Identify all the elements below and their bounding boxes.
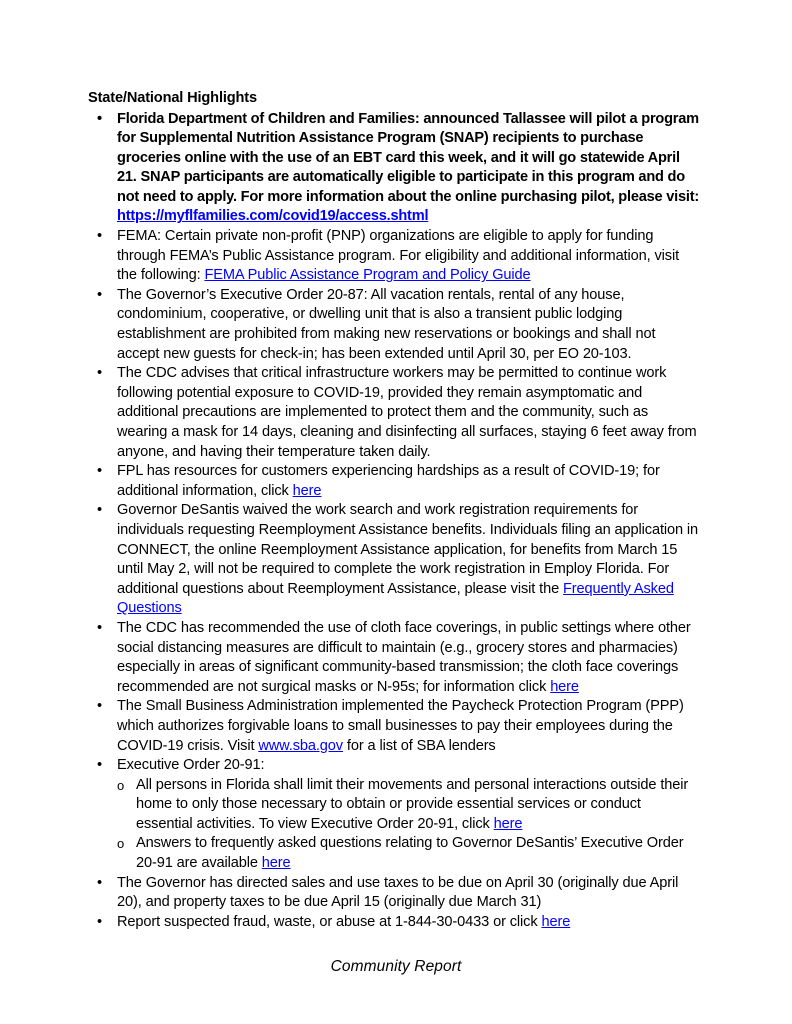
- subbullet-marker-icon: o: [117, 836, 125, 852]
- bullet-text-lead: The CDC advises that critical infrastructure workers may be permitted to continue work following potential exposure to COVID-19, provided they remain asymptomatic and additional precautions are implemented to protect them and the community, such as wearing a mask for 14 days, cleaning and disinfecting all surfaces, staying 6 feet away from anyone, and having their temperature taken daily.: [117, 365, 697, 460]
- link-fema-pnp[interactable]: FEMA Public Assistance Program and Policy Guide: [204, 267, 531, 284]
- bullet-text-lead: The Governor’s Executive Order 20-87: All vacation rentals, rental of any house, condominium, cooperative, or dwelling unit that is also a transient public lodging establishment are prohibited from making new reservations or bookings and shall not accept new guests for check-in; has been extended until April 30, per EO 20-103.: [117, 286, 656, 362]
- bullet-reemployment-assistance: [88, 501, 700, 619]
- link-report-fraud[interactable]: here: [541, 913, 571, 930]
- bullet-marker-icon: •: [97, 228, 102, 245]
- link-eo-20-91-faq[interactable]: here: [261, 855, 291, 872]
- link-cdc-face-coverings[interactable]: here: [550, 678, 579, 695]
- bullet-text: [117, 463, 660, 499]
- bullet-cdc-face-coverings: [88, 619, 700, 697]
- bullet-fema-pnp: [88, 227, 700, 286]
- document-body: [88, 89, 700, 932]
- bullet-marker-icon: •: [97, 619, 102, 636]
- bullet-text: [117, 365, 697, 459]
- bullet-text: [117, 757, 264, 773]
- link-reemployment-assistance[interactable]: Frequently Asked Questions: [117, 580, 674, 617]
- bullet-tax-deadlines: [88, 874, 700, 913]
- link-sba-ppp[interactable]: www.sba.gov: [258, 737, 343, 754]
- bullet-marker-icon: •: [97, 286, 102, 303]
- subbullet-text-lead: Answers to frequently asked questions relating to Governor DeSantis’ Executive Order 20-91 are available: [136, 835, 684, 872]
- bullet-text-lead: Report suspected fraud, waste, or abuse at 1-844-30-0433 or click: [117, 913, 542, 930]
- bullet-text-lead: The CDC has recommended the use of cloth face coverings, in public settings where other social distancing measures are difficult to maintain (e.g., grocery stores and pharmacies) especially in areas of significant community-based transmission; the cloth face coverings recommended are not surgical masks or N-95s; for information click: [117, 619, 691, 695]
- bullet-sba-ppp: [88, 697, 700, 756]
- link-fpl-resources[interactable]: here: [292, 482, 322, 499]
- link-eo-20-91-limit-movements[interactable]: here: [493, 815, 523, 832]
- bullet-text-lead: The Small Business Administration implemented the Paycheck Protection Program (PPP) which authorizes forgivable loans to small businesses to pay their employees during the COVID-19 crisis. Visit: [117, 698, 684, 754]
- bullet-text: [117, 875, 678, 911]
- highlights-list: [88, 110, 700, 933]
- bullet-text: [117, 111, 699, 225]
- bullet-text-lead: FPL has resources for customers experiencing hardships as a result of COVID-19; for additional information, click: [117, 463, 660, 499]
- bullet-text-tail: for a list of SBA lenders: [342, 737, 496, 754]
- subbullet-text: [136, 777, 688, 832]
- bullet-text-lead: Florida Department of Children and Families: announced Tallassee will pilot a program for Supplemental Nutrition Assistance Program (SNAP) recipients to purchase groceries online with the use of an EBT card this week, and it will go statewide April 21. SNAP participants are automatically eligible to participate in this program and do not need to apply. For more information about the online purchasing pilot, please visit:: [117, 110, 699, 205]
- subbullet-eo-20-91-limit-movements: [88, 776, 700, 835]
- bullet-fpl-resources: [88, 462, 700, 501]
- link-dcf-snap[interactable]: https://myflfamilies.com/covid19/access.shtml: [117, 208, 429, 225]
- bullet-text: [117, 502, 698, 616]
- subbullet-marker-icon: o: [117, 777, 125, 793]
- subbullet-text-lead: All persons in Florida shall limit their movements and personal interactions outside their home to only those necessary to obtain or provide essential services or conduct essential activities. To view Executive Order 20-91, click: [136, 776, 689, 832]
- bullet-marker-icon: •: [97, 698, 102, 715]
- bullet-text-lead: FEMA: Certain private non-profit (PNP) organizations are eligible to apply for funding through FEMA’s Public Assistance program. For eligibility and additional information, visit the following:: [117, 228, 680, 284]
- bullet-text: [117, 228, 679, 283]
- page-footer: Community Report: [330, 958, 462, 975]
- bullet-report-fraud: [88, 913, 700, 933]
- bullet-marker-icon: •: [97, 463, 102, 480]
- bullet-text-lead: The Governor has directed sales and use taxes to be due on April 30 (originally due April 20), and property taxes to be due April 15 (originally due March 31): [117, 874, 679, 911]
- bullet-text: [117, 698, 684, 753]
- bullet-marker-icon: •: [97, 913, 102, 930]
- bullet-eo-20-87: [88, 286, 700, 364]
- bullet-eo-20-91: [88, 756, 700, 776]
- sub-list-eo-20-91: [88, 776, 700, 874]
- bullet-marker-icon: •: [97, 365, 102, 382]
- bullet-text: [117, 620, 691, 695]
- bullet-text-lead: Governor DeSantis waived the work search and work registration requirements for individuals requesting Reemployment Assistance benefits. Individuals filing an application in CONNECT, the online Reemployment Assistance application, for benefits from March 15 until May 2, will not be required to complete the work registration in Employ Florida. For additional questions about Reemployment Assistance, please visit the: [117, 502, 699, 597]
- section-heading: State/National Highlights: [88, 90, 257, 106]
- bullet-text-lead: Executive Order 20-91:: [117, 757, 265, 774]
- bullet-marker-icon: •: [97, 110, 102, 127]
- bullet-marker-icon: •: [97, 757, 102, 774]
- bullet-text: [117, 287, 655, 362]
- bullet-cdc-critical-infrastructure: [88, 364, 700, 462]
- bullet-marker-icon: •: [97, 502, 102, 519]
- bullet-marker-icon: •: [97, 874, 102, 891]
- subbullet-text: [136, 835, 683, 871]
- bullet-dcf-snap: [88, 110, 700, 228]
- bullet-text: [117, 914, 570, 930]
- subbullet-eo-20-91-faq: [88, 834, 700, 873]
